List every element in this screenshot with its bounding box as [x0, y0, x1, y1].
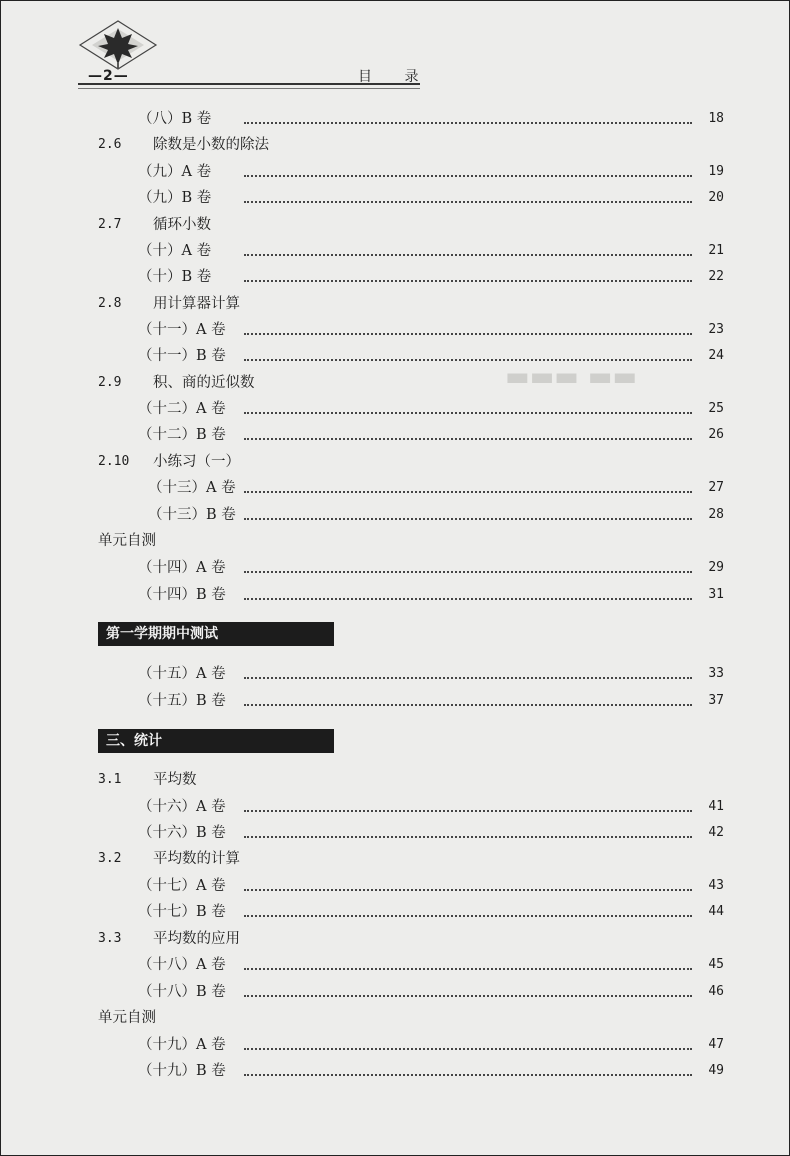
entry-page-number: 46: [708, 984, 724, 999]
entry-page-number: 23: [708, 322, 724, 337]
toc-unit-heading: [0, 1006, 790, 1030]
entry-label: （十九）A 卷: [138, 1037, 226, 1053]
entry-page-number: 19: [708, 164, 724, 179]
entry-label: （十六）B 卷: [138, 825, 226, 841]
unit-title: 单元自测: [98, 1010, 156, 1026]
dot-leader: [244, 598, 692, 600]
section-title: 小练习（一）: [153, 454, 240, 470]
entry-page-number: 31: [708, 587, 724, 602]
entry-page-number: 47: [708, 1037, 724, 1052]
dot-leader: [244, 1048, 692, 1050]
toc-entry[interactable]: [0, 953, 790, 977]
entry-label: （十三）B 卷: [148, 507, 236, 523]
toc-entry[interactable]: [0, 107, 790, 131]
toc-section-heading: [0, 371, 790, 395]
dot-leader: [244, 438, 692, 440]
dot-leader: [244, 491, 692, 493]
section-title: 平均数: [153, 772, 197, 788]
page-number: —2—: [88, 68, 129, 84]
section-number: 3.2: [98, 851, 122, 866]
section-title: 平均数的应用: [153, 931, 240, 947]
entry-label: （十）A 卷: [138, 243, 212, 259]
toc-section-heading: [0, 292, 790, 316]
entry-label: （十八）A 卷: [138, 957, 226, 973]
toc-section-heading: [0, 450, 790, 474]
section-number: 2.9: [98, 375, 122, 390]
dot-leader: [244, 836, 692, 838]
entry-label: （十一）A 卷: [138, 322, 226, 338]
entry-page-number: 49: [708, 1063, 724, 1078]
toc-entry[interactable]: [0, 186, 790, 210]
section-number: 2.6: [98, 137, 122, 152]
section-title: 用计算器计算: [153, 296, 240, 312]
dot-leader: [244, 995, 692, 997]
entry-page-number: 43: [708, 878, 724, 893]
toc-entry[interactable]: [0, 503, 790, 527]
entry-page-number: 37: [708, 693, 724, 708]
section-banner: 第一学期期中测试: [98, 622, 334, 646]
dot-leader: [244, 571, 692, 573]
dot-leader: [244, 704, 692, 706]
entry-label: （十七）B 卷: [138, 904, 226, 920]
entry-page-number: 45: [708, 957, 724, 972]
toc-section-heading: [0, 847, 790, 871]
entry-page-number: 21: [708, 243, 724, 258]
section-title: 循环小数: [153, 217, 211, 233]
bleed-through-mark: ▬▬▬ ▬▬: [505, 362, 637, 392]
dot-leader: [244, 810, 692, 812]
toc-entry[interactable]: [0, 423, 790, 447]
toc-section-heading: [0, 213, 790, 237]
entry-page-number: 24: [708, 348, 724, 363]
dot-leader: [244, 677, 692, 679]
entry-label: （十五）A 卷: [138, 666, 226, 682]
entry-page-number: 25: [708, 401, 724, 416]
toc-section-heading: [0, 133, 790, 157]
toc-entry[interactable]: [0, 662, 790, 686]
entry-label: （十二）A 卷: [138, 401, 226, 417]
entry-page-number: 22: [708, 269, 724, 284]
toc-entry[interactable]: [0, 239, 790, 263]
toc-entry[interactable]: [0, 874, 790, 898]
unit-title: 单元自测: [98, 533, 156, 549]
entry-label: （十一）B 卷: [138, 348, 226, 364]
toc-entry[interactable]: [0, 265, 790, 289]
entry-page-number: 41: [708, 799, 724, 814]
entry-label: （十五）B 卷: [138, 693, 226, 709]
entry-label: （十三）A 卷: [148, 480, 236, 496]
entry-page-number: 33: [708, 666, 724, 681]
entry-page-number: 20: [708, 190, 724, 205]
toc-entry[interactable]: [0, 689, 790, 713]
section-number: 3.1: [98, 772, 122, 787]
entry-label: （十九）B 卷: [138, 1063, 226, 1079]
dot-leader: [244, 175, 692, 177]
dot-leader: [244, 254, 692, 256]
toc-entry[interactable]: [0, 1033, 790, 1057]
dot-leader: [244, 122, 692, 124]
section-number: 2.8: [98, 296, 122, 311]
maple-leaf-logo: [78, 20, 158, 70]
dot-leader: [244, 359, 692, 361]
entry-label: （九）B 卷: [138, 190, 212, 206]
entry-label: （十四）A 卷: [138, 560, 226, 576]
section-number: 2.7: [98, 217, 122, 232]
toc-entry[interactable]: [0, 795, 790, 819]
entry-label: （十）B 卷: [138, 269, 212, 285]
entry-page-number: 29: [708, 560, 724, 575]
dot-leader: [244, 412, 692, 414]
section-title: 积、商的近似数: [153, 375, 255, 391]
toc-entry[interactable]: [0, 980, 790, 1004]
section-banner: 三、统计: [98, 729, 334, 753]
section-title: 除数是小数的除法: [153, 137, 269, 153]
entry-label: （十七）A 卷: [138, 878, 226, 894]
entry-label: （十八）B 卷: [138, 984, 226, 1000]
entry-label: （八）B 卷: [138, 111, 212, 127]
toc-entry[interactable]: [0, 344, 790, 368]
toc-entry[interactable]: [0, 397, 790, 421]
entry-page-number: 44: [708, 904, 724, 919]
header-title: 目 录: [358, 69, 433, 85]
entry-label: （十六）A 卷: [138, 799, 226, 815]
toc-entry[interactable]: [0, 821, 790, 845]
toc-entry[interactable]: [0, 556, 790, 580]
entry-page-number: 27: [708, 480, 724, 495]
toc-entry[interactable]: [0, 900, 790, 924]
entry-page-number: 28: [708, 507, 724, 522]
dot-leader: [244, 333, 692, 335]
entry-label: （十二）B 卷: [138, 427, 226, 443]
dot-leader: [244, 518, 692, 520]
dot-leader: [244, 1074, 692, 1076]
section-number: 3.3: [98, 931, 122, 946]
dot-leader: [244, 280, 692, 282]
entry-page-number: 18: [708, 111, 724, 126]
toc-unit-heading: [0, 529, 790, 553]
dot-leader: [244, 201, 692, 203]
entry-page-number: 42: [708, 825, 724, 840]
toc-entry[interactable]: [0, 1059, 790, 1083]
toc-section-heading: [0, 768, 790, 792]
section-number: 2.10: [98, 454, 130, 469]
entry-page-number: 26: [708, 427, 724, 442]
dot-leader: [244, 915, 692, 917]
dot-leader: [244, 968, 692, 970]
dot-leader: [244, 889, 692, 891]
toc-section-heading: [0, 927, 790, 951]
header-rule: [78, 83, 420, 89]
toc-entry[interactable]: [0, 318, 790, 342]
entry-label: （十四）B 卷: [138, 587, 226, 603]
toc-entry[interactable]: [0, 583, 790, 607]
toc-entry[interactable]: [0, 476, 790, 500]
entry-label: （九）A 卷: [138, 164, 212, 180]
section-title: 平均数的计算: [153, 851, 240, 867]
toc-entry[interactable]: [0, 160, 790, 184]
